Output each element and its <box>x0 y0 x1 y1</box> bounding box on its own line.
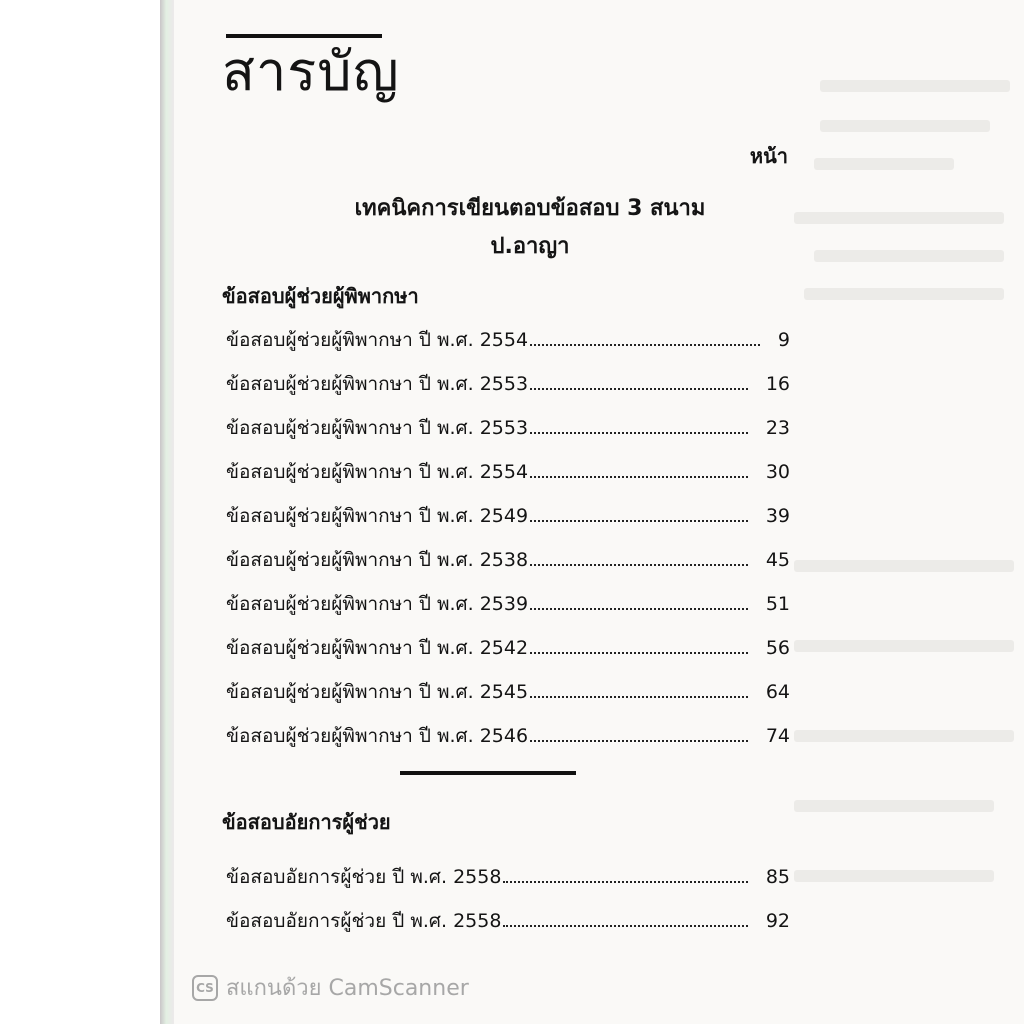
toc-entry[interactable] <box>226 589 790 619</box>
toc-entry[interactable] <box>226 862 790 892</box>
entry-title: ข้อสอบผู้ช่วยผู้พิพากษา ปี พ.ศ. 2553 <box>226 373 529 395</box>
dot-leader <box>530 739 748 742</box>
bleed-through-text <box>820 120 990 132</box>
page-number: 74 <box>765 725 790 747</box>
entry-title: ข้อสอบอัยการผู้ช่วย ปี พ.ศ. 2558 <box>226 866 502 888</box>
page-number: 92 <box>765 910 790 932</box>
section-heading-prosecutor-assistant: ข้อสอบอัยการผู้ช่วย <box>222 810 391 834</box>
page-number: 23 <box>765 417 790 439</box>
watermark-text: สแกนด้วย CamScanner <box>226 976 469 1001</box>
page-number: 9 <box>777 329 790 351</box>
book-spine <box>160 0 174 1024</box>
bleed-through-text <box>814 158 954 170</box>
toc-entry[interactable] <box>226 325 790 355</box>
bleed-through-text <box>794 560 1014 572</box>
page-number: 51 <box>765 593 790 615</box>
entry-title: ข้อสอบผู้ช่วยผู้พิพากษา ปี พ.ศ. 2545 <box>226 681 529 703</box>
toc-entry[interactable] <box>226 906 790 936</box>
section-heading-judge-assistant: ข้อสอบผู้ช่วยผู้พิพากษา <box>222 284 419 308</box>
page-number: 56 <box>765 637 790 659</box>
bleed-through-text <box>820 80 1010 92</box>
entry-title: ข้อสอบผู้ช่วยผู้พิพากษา ปี พ.ศ. 2554 <box>226 329 529 351</box>
book-title-line-2: ป.อาญา <box>490 234 570 259</box>
toc-entry[interactable] <box>226 545 790 575</box>
toc-entry[interactable] <box>226 457 790 487</box>
dot-leader <box>530 651 748 654</box>
bleed-through-text <box>794 870 994 882</box>
entry-title: ข้อสอบผู้ช่วยผู้พิพากษา ปี พ.ศ. 2554 <box>226 461 529 483</box>
toc-entry[interactable] <box>226 413 790 443</box>
left-margin <box>0 0 160 1024</box>
bleed-through-text <box>794 640 1014 652</box>
toc-entry[interactable] <box>226 633 790 663</box>
contents-title: สารบัญ <box>222 40 400 103</box>
toc-entry[interactable] <box>226 501 790 531</box>
camscanner-logo-icon: CS <box>192 975 218 1001</box>
dot-leader <box>503 924 747 927</box>
entry-title: ข้อสอบผู้ช่วยผู้พิพากษา ปี พ.ศ. 2538 <box>226 549 529 571</box>
entry-title: ข้อสอบอัยการผู้ช่วย ปี พ.ศ. 2558 <box>226 910 502 932</box>
book-title-line-1: เทคนิคการเขียนตอบข้อสอบ 3 สนาม <box>354 196 706 221</box>
bleed-through-text <box>794 730 1014 742</box>
camscanner-watermark <box>192 970 469 1005</box>
toc-entry[interactable] <box>226 677 790 707</box>
dot-leader <box>530 519 748 522</box>
dot-leader <box>530 563 748 566</box>
dot-leader <box>530 431 748 434</box>
entry-title: ข้อสอบผู้ช่วยผู้พิพากษา ปี พ.ศ. 2539 <box>226 593 529 615</box>
section-divider <box>400 771 576 775</box>
bleed-through-text <box>794 800 994 812</box>
toc-entry[interactable] <box>226 721 790 751</box>
entry-title: ข้อสอบผู้ช่วยผู้พิพากษา ปี พ.ศ. 2549 <box>226 505 529 527</box>
dot-leader <box>530 387 748 390</box>
toc-entry[interactable] <box>226 369 790 399</box>
page-number: 85 <box>765 866 790 888</box>
page-number: 16 <box>765 373 790 395</box>
dot-leader <box>530 695 748 698</box>
page-column-label: หน้า <box>749 144 788 168</box>
page-number: 39 <box>765 505 790 527</box>
entry-title: ข้อสอบผู้ช่วยผู้พิพากษา ปี พ.ศ. 2542 <box>226 637 529 659</box>
entry-title: ข้อสอบผู้ช่วยผู้พิพากษา ปี พ.ศ. 2546 <box>226 725 529 747</box>
page-number: 30 <box>765 461 790 483</box>
dot-leader <box>503 880 747 883</box>
dot-leader <box>530 343 760 346</box>
page-number: 45 <box>765 549 790 571</box>
dot-leader <box>530 607 748 610</box>
page-number: 64 <box>765 681 790 703</box>
dot-leader <box>530 475 748 478</box>
entry-title: ข้อสอบผู้ช่วยผู้พิพากษา ปี พ.ศ. 2553 <box>226 417 529 439</box>
bleed-through-text <box>804 288 1004 300</box>
